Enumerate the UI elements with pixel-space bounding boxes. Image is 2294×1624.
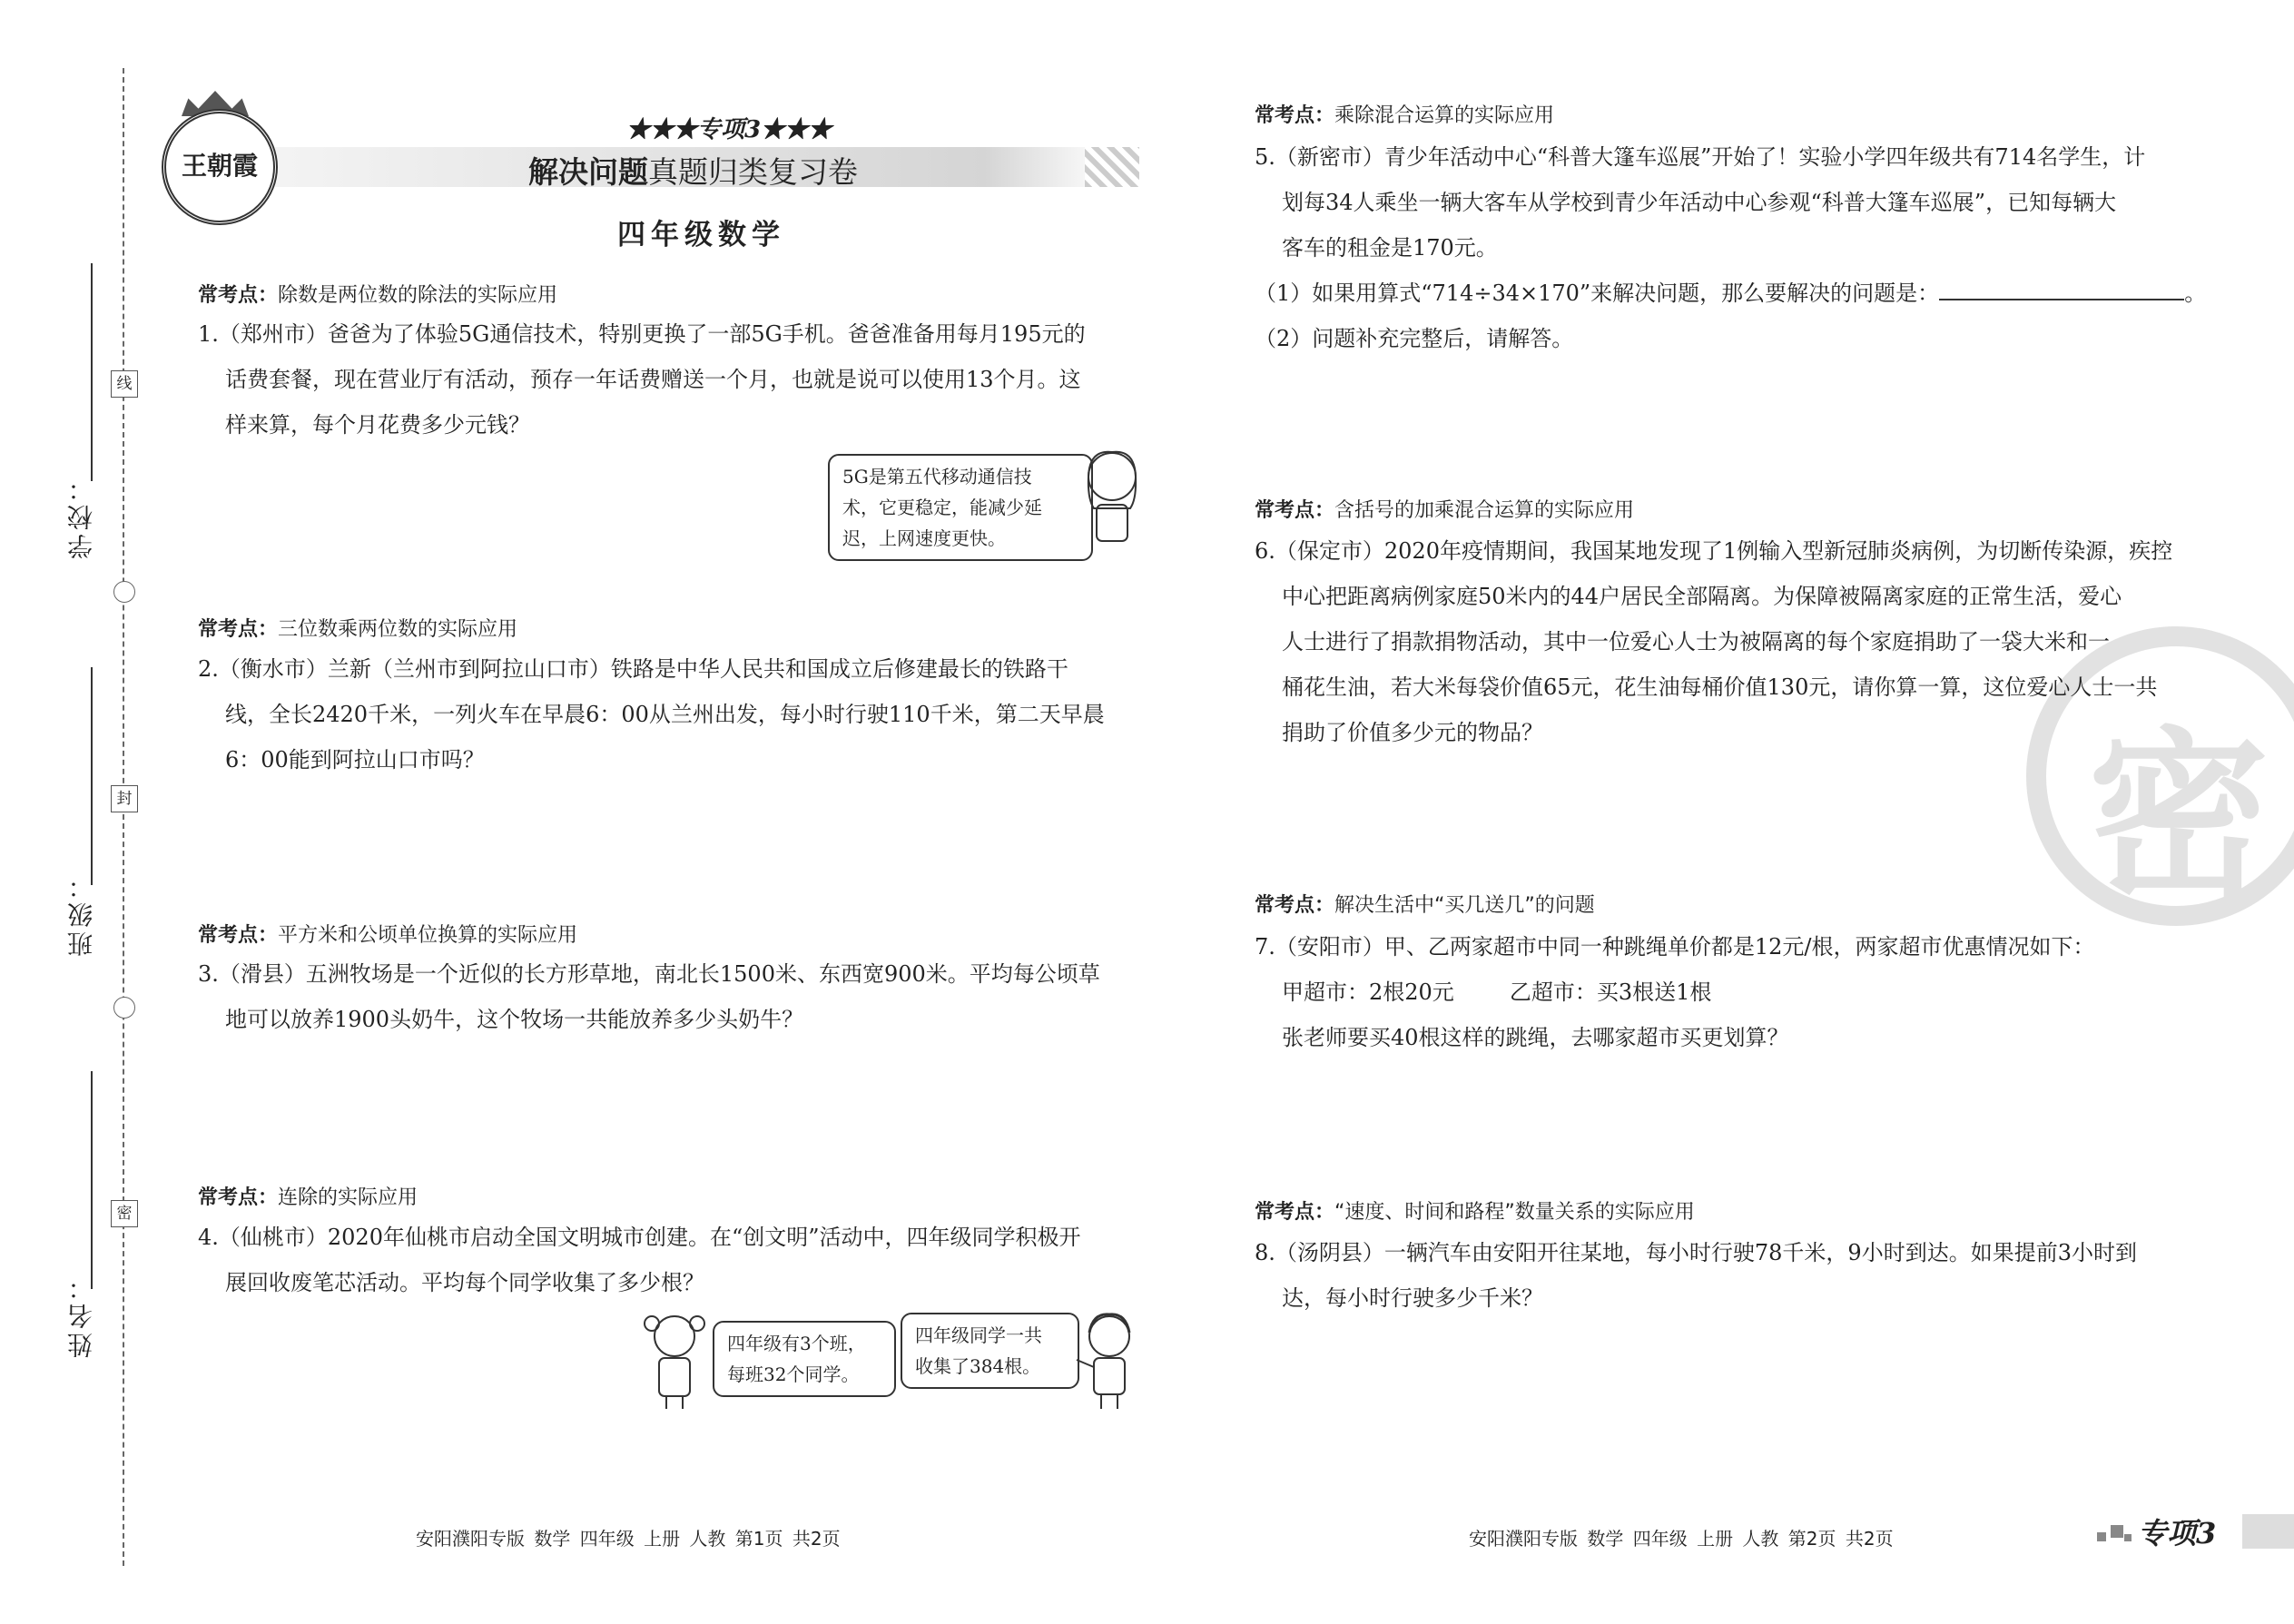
bubble-line: 收集了384根。: [915, 1355, 1041, 1377]
speech-bubble-total: [901, 1313, 1079, 1389]
question-2: [198, 646, 1160, 782]
knowledge-point-7: [1255, 890, 1595, 918]
bubble-line: 迟，上网速度更快。: [842, 527, 1006, 549]
decor-square: [2111, 1525, 2123, 1538]
girl-with-pigtails-icon: [643, 1307, 706, 1412]
kp-text: 除数是两位数的除法的实际应用: [278, 284, 558, 307]
page-title: [528, 149, 858, 192]
brand-band: [2242, 1514, 2294, 1549]
question-1: [198, 311, 1160, 448]
binding-hole: [113, 581, 135, 603]
class-blank-line: [91, 667, 93, 885]
boy-illustration-icon: [1073, 1307, 1146, 1412]
question-line: 展回收废笔芯活动。平均每个同学收集了多少根？: [225, 1270, 704, 1295]
kp-text: 平方米和公顷单位换算的实际应用: [278, 924, 578, 947]
question-line: 3.（滑县）五洲牧场是一个近似的长方形草地，南北长1500米、东西宽900米。平均每公顷草: [198, 961, 1100, 987]
bubble-line: 四年级有3个班，: [727, 1333, 866, 1354]
bubble-line: 术，它更稳定，能减少延: [842, 497, 1042, 518]
question-line: 5.（新密市）青少年活动中心“科普大篷车巡展”开始了！实验小学四年级共有714名学生，计: [1255, 144, 2146, 170]
question-line: 地可以放养1900头奶牛，这个牧场一共能放养多少头奶牛？: [225, 1007, 804, 1032]
speech-bubble-5g: [828, 454, 1093, 561]
knowledge-point-4: [198, 1182, 418, 1210]
knowledge-point-1: [198, 280, 557, 308]
kp-text: 乘除混合运算的实际应用: [1334, 104, 1555, 127]
school-label: 学校：: [66, 472, 96, 559]
question-line: 1.（郑州市）爸爸为了体验5G通信技术，特别更换了一部5G手机。爸爸准备用每月195元的: [198, 321, 1086, 347]
series-title: ★★★专项3★★★: [626, 116, 832, 143]
question-3: [198, 951, 1160, 1042]
school-blank-line: [91, 263, 93, 481]
knowledge-point-5: [1255, 100, 1554, 128]
period: 。: [2184, 281, 2207, 306]
kp-text: 含括号的加乘混合运算的实际应用: [1334, 499, 1635, 522]
question-line: 6.（保定市）2020年疫情期间，我国某地发现了1例输入型新冠肺炎病例，为切断传染源，疾控: [1255, 538, 2173, 564]
question-line: 7.（安阳市）甲、乙两家超市中同一种跳绳单价都是12元/根，两家超市优惠情况如下：: [1255, 934, 2095, 960]
answer-blank[interactable]: [1939, 277, 2184, 300]
kp-label: 常考点：: [1255, 894, 1335, 917]
name-label: 姓名：: [66, 1271, 96, 1358]
class-label: 班级：: [66, 870, 96, 957]
girl-illustration-icon: [1080, 445, 1144, 545]
binding-char-feng: 封: [111, 785, 138, 812]
knowledge-point-6: [1255, 495, 1634, 523]
question-line: 话费套餐，现在营业厅有活动，预存一年话费赠送一个月，也就是说可以使用13个月。这: [225, 367, 1081, 392]
title-bold: 解决问题: [528, 154, 648, 190]
kp-label: 常考点：: [198, 618, 279, 641]
question-4: [198, 1215, 1160, 1305]
binding-dashed-line: [123, 68, 124, 1566]
question-line: 样来算，每个月花费多少元钱？: [225, 412, 530, 438]
grade-subject: 四年级数学: [617, 219, 785, 251]
kp-text: 三位数乘两位数的实际应用: [278, 618, 518, 641]
decor-square: [2097, 1532, 2106, 1541]
question-line: 6：00能到阿拉山口市吗？: [225, 747, 485, 773]
question-line: 达，每小时行驶多少千米？: [1282, 1285, 1543, 1311]
title-rest: 真题归类复习卷: [648, 154, 858, 190]
kp-label: 常考点：: [1255, 499, 1335, 522]
footer-right: 安阳濮阳专版 数学 四年级 上册 人教 第2页 共2页: [1469, 1528, 1894, 1550]
kp-text: “速度、时间和路程”数量关系的实际应用: [1334, 1201, 1695, 1224]
kp-label: 常考点：: [198, 924, 279, 947]
question-line: 客车的租金是170元。: [1282, 235, 1498, 261]
question-line: 甲超市：2根20元 乙超市：买3根送1根: [1282, 979, 1712, 1005]
question-line: 捐助了价值多少元的物品？: [1282, 720, 1543, 745]
brand-label: 专项3: [2138, 1516, 2217, 1550]
speech-bubble-classes: [713, 1321, 896, 1397]
logo-text: 王朝霞: [181, 151, 258, 181]
kp-text: 连除的实际应用: [278, 1186, 418, 1209]
question-5-part-1: [1255, 271, 2217, 316]
question-5: [1255, 134, 2217, 361]
knowledge-point-2: [198, 614, 517, 642]
question-7: [1255, 924, 2217, 1060]
question-line: 桶花生油，若大米每袋价值65元，花生油每桶价值130元，请你算一算，这位爱心人士一共: [1282, 674, 2158, 700]
binding-char-xian: 线: [111, 370, 138, 398]
question-line: 划每34人乘坐一辆大客车从学校到青少年活动中心参观“科普大篷车巡展”，已知每辆大: [1282, 190, 2117, 215]
question-line: 张老师要买40根这样的跳绳，去哪家超市买更划算？: [1282, 1025, 1789, 1050]
kp-label: 常考点：: [198, 284, 279, 307]
binding-hole: [113, 997, 135, 1019]
bubble-line: 5G是第五代移动通信技: [842, 466, 1032, 487]
kp-label: 常考点：: [1255, 1201, 1335, 1224]
footer-left: 安阳濮阳专版 数学 四年级 上册 人教 第1页 共2页: [416, 1528, 841, 1550]
stamp-glyph: 密: [2088, 712, 2270, 923]
question-line: 8.（汤阴县）一辆汽车由安阳开往某地，每小时行驶78千米，9小时到达。如果提前3小时到: [1255, 1240, 2137, 1265]
kp-label: 常考点：: [198, 1186, 279, 1209]
knowledge-point-3: [198, 920, 577, 948]
question-5-part-2: （2）问题补充完整后，请解答。: [1255, 326, 1574, 351]
kp-text: 解决生活中“买几送几”的问题: [1334, 894, 1595, 917]
binding-char-mi: 密: [111, 1200, 138, 1227]
question-line: 2.（衡水市）兰新（兰州市到阿拉山口市）铁路是中华人民共和国成立后修建最长的铁路干: [198, 656, 1068, 682]
question-line: 中心把距离病例家庭50米内的44户居民全部隔离。为保障被隔离家庭的正常生活，爱心: [1282, 584, 2122, 609]
bubble-line: 每班32个同学。: [727, 1363, 860, 1385]
question-8: [1255, 1230, 2217, 1321]
question-line: 4.（仙桃市）2020年仙桃市启动全国文明城市创建。在“创文明”活动中，四年级同学积极开: [198, 1225, 1081, 1250]
question-line: 线，全长2420千米，一列火车在早晨6：00从兰州出发，每小时行驶110千米，第二天早晨: [225, 702, 1105, 727]
knowledge-point-8: [1255, 1196, 1695, 1225]
name-blank-line: [91, 1071, 93, 1289]
kp-label: 常考点：: [1255, 104, 1335, 127]
bubble-line: 四年级同学一共: [915, 1324, 1042, 1346]
question-line: 人士进行了捐款捐物活动，其中一位爱心人士为被隔离的每个家庭捐助了一袋大米和一: [1282, 629, 2110, 655]
brand-logo: [162, 109, 278, 225]
question-line: （1）如果用算式“714÷34×170”来解决问题，那么要解决的问题是：: [1255, 281, 1940, 306]
decor-square: [2124, 1534, 2132, 1541]
question-6: [1255, 528, 2217, 755]
